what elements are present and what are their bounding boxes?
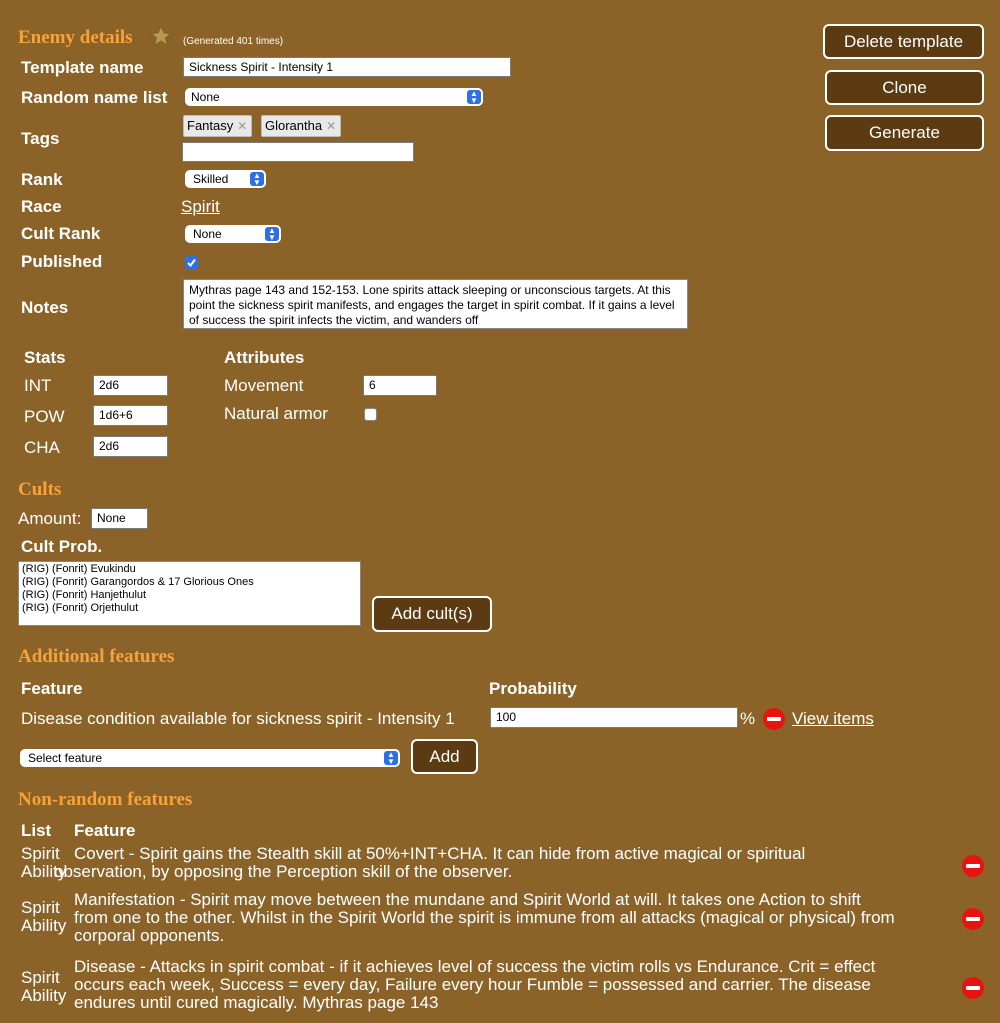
list-type-line: Ability bbox=[21, 862, 67, 881]
additional-feature-col-header: Feature bbox=[21, 679, 83, 698]
list-item[interactable]: (RIG) (Fonrit) Garangordos & 17 Glorious Ones bbox=[22, 576, 254, 588]
cult-rank-select[interactable] bbox=[185, 225, 281, 243]
probability-input[interactable]: 100 bbox=[490, 707, 738, 728]
movement-label: Movement bbox=[224, 376, 304, 395]
rank-value: Skilled bbox=[193, 172, 229, 186]
tag-fantasy-label: Fantasy bbox=[187, 118, 234, 133]
chevron-updown-icon: ▲ ▼ bbox=[265, 227, 279, 241]
published-checkbox[interactable] bbox=[185, 256, 198, 269]
stat-pow-label: POW bbox=[24, 407, 65, 426]
feature-line: from one to the other. Whilst in the Spirit World the spirit is immune from all attacks (magical or physical) from bbox=[74, 908, 895, 927]
remove-icon[interactable] bbox=[962, 908, 984, 930]
feature-line: Disease - Attacks in spirit combat - if it achieves level of success the victim rolls vs Endurance. Crit = effect bbox=[74, 957, 876, 976]
non-random-features-heading: Non-random features bbox=[18, 789, 193, 810]
notes-label: Notes bbox=[21, 298, 69, 317]
list-item[interactable]: (RIG) (Fonrit) Orjethulut bbox=[22, 602, 139, 614]
feature-line: occurs each week, Success = every day, Failure every hour Fumble = possessed and carrier. The disease bbox=[74, 975, 871, 994]
add-feature-button[interactable]: Add bbox=[411, 739, 478, 774]
stats-heading: Stats bbox=[24, 348, 66, 367]
additional-feature-name: Disease condition available for sickness spirit - Intensity 1 bbox=[21, 709, 455, 728]
rank-label: Rank bbox=[21, 170, 63, 189]
remove-icon[interactable] bbox=[962, 977, 984, 999]
chevron-updown-icon: ▲ ▼ bbox=[250, 172, 264, 186]
chevron-updown-icon: ▲ ▼ bbox=[467, 90, 481, 104]
stat-cha-label: CHA bbox=[24, 438, 60, 457]
feature-line: observation, by opposing the Perception skill of the observer. bbox=[54, 862, 513, 881]
template-name-input[interactable]: Sickness Spirit - Intensity 1 bbox=[183, 57, 511, 77]
table-row-list bbox=[21, 899, 66, 935]
chevron-updown-icon: ▲ ▼ bbox=[384, 751, 398, 765]
page-title: Enemy details bbox=[18, 27, 133, 48]
feature-line: endures until cured magically. Mythras page 143 bbox=[74, 993, 439, 1012]
additional-probability-col-header: Probability bbox=[489, 679, 577, 698]
list-type-line: Spirit bbox=[21, 844, 60, 863]
list-type-line: Ability bbox=[21, 916, 67, 935]
notes-textarea[interactable]: Mythras page 143 and 152-153. Lone spirits attack sleeping or unconscious targets. At this point the sickness spirit manifests, and engages the target in spirit combat. If it gains a level of success the spirit infects the victim, and wanders off bbox=[183, 279, 688, 329]
tag-glorantha bbox=[261, 115, 341, 137]
tags-input[interactable] bbox=[182, 142, 414, 162]
cult-amount-input[interactable]: None bbox=[91, 508, 148, 529]
stat-cha-input[interactable]: 2d6 bbox=[93, 436, 168, 457]
list-type-line: Spirit bbox=[21, 898, 60, 917]
race-link[interactable]: Spirit bbox=[181, 197, 220, 216]
favorite-star-icon[interactable] bbox=[150, 26, 172, 51]
feature-line: Covert - Spirit gains the Stealth skill at 50%+INT+CHA. It can hide from active magical or spiritual bbox=[74, 844, 806, 863]
list-type-line: Ability bbox=[21, 986, 67, 1005]
cult-rank-label: Cult Rank bbox=[21, 224, 101, 243]
random-name-list-label: Random name list bbox=[21, 88, 168, 107]
table-row-list bbox=[21, 969, 66, 1005]
generated-count: (Generated 401 times) bbox=[183, 36, 284, 47]
tags-label: Tags bbox=[21, 129, 60, 148]
cult-rank-value: None bbox=[193, 227, 222, 241]
rank-select[interactable] bbox=[185, 170, 266, 188]
nonrandom-feature-col-header: Feature bbox=[74, 821, 136, 840]
remove-icon[interactable] bbox=[962, 855, 984, 877]
movement-input[interactable]: 6 bbox=[363, 375, 437, 396]
race-label: Race bbox=[21, 197, 62, 216]
natural-armor-checkbox[interactable] bbox=[364, 408, 377, 421]
additional-features-heading: Additional features bbox=[18, 646, 175, 667]
list-type-line: Spirit bbox=[21, 968, 60, 987]
percent-sign: % bbox=[740, 709, 756, 728]
template-name-label: Template name bbox=[21, 58, 144, 77]
natural-armor-label: Natural armor bbox=[224, 404, 328, 423]
add-cults-button[interactable]: Add cult(s) bbox=[372, 596, 492, 632]
cults-heading: Cults bbox=[18, 479, 62, 500]
table-row-feature bbox=[74, 958, 954, 1012]
generate-button[interactable]: Generate bbox=[825, 115, 984, 151]
stat-pow-input[interactable]: 1d6+6 bbox=[93, 405, 168, 426]
close-icon[interactable]: ✕ bbox=[326, 119, 337, 133]
cult-prob-label: Cult Prob. bbox=[21, 537, 103, 556]
delete-template-button[interactable]: Delete template bbox=[823, 24, 984, 59]
stat-int-input[interactable]: 2d6 bbox=[93, 375, 168, 396]
stat-int-label: INT bbox=[24, 376, 52, 395]
random-name-list-select[interactable] bbox=[185, 88, 483, 106]
select-feature-dropdown[interactable] bbox=[20, 749, 400, 767]
list-item[interactable]: (RIG) (Fonrit) Evukindu bbox=[22, 563, 136, 575]
feature-line: corporal opponents. bbox=[74, 926, 225, 945]
published-label: Published bbox=[21, 252, 103, 271]
tag-glorantha-label: Glorantha bbox=[265, 118, 323, 133]
checkmark-icon bbox=[186, 257, 197, 268]
remove-icon[interactable] bbox=[763, 708, 785, 730]
select-feature-value: Select feature bbox=[28, 751, 103, 765]
close-icon[interactable]: ✕ bbox=[237, 119, 248, 133]
table-row-feature bbox=[54, 844, 954, 881]
attributes-heading: Attributes bbox=[224, 348, 305, 367]
nonrandom-list-col-header: List bbox=[21, 821, 52, 840]
cult-prob-listbox[interactable] bbox=[18, 561, 361, 626]
table-row-feature bbox=[74, 891, 964, 945]
cult-amount-label: Amount: bbox=[18, 509, 82, 528]
random-name-list-value: None bbox=[191, 90, 220, 104]
feature-line: Manifestation - Spirit may move between the mundane and Spirit World at will. It takes one Action to shift bbox=[74, 890, 861, 909]
list-item[interactable]: (RIG) (Fonrit) Hanjethulut bbox=[22, 589, 147, 601]
clone-button[interactable]: Clone bbox=[825, 70, 984, 105]
view-items-link[interactable]: View items bbox=[792, 709, 874, 728]
tag-fantasy bbox=[183, 115, 252, 137]
